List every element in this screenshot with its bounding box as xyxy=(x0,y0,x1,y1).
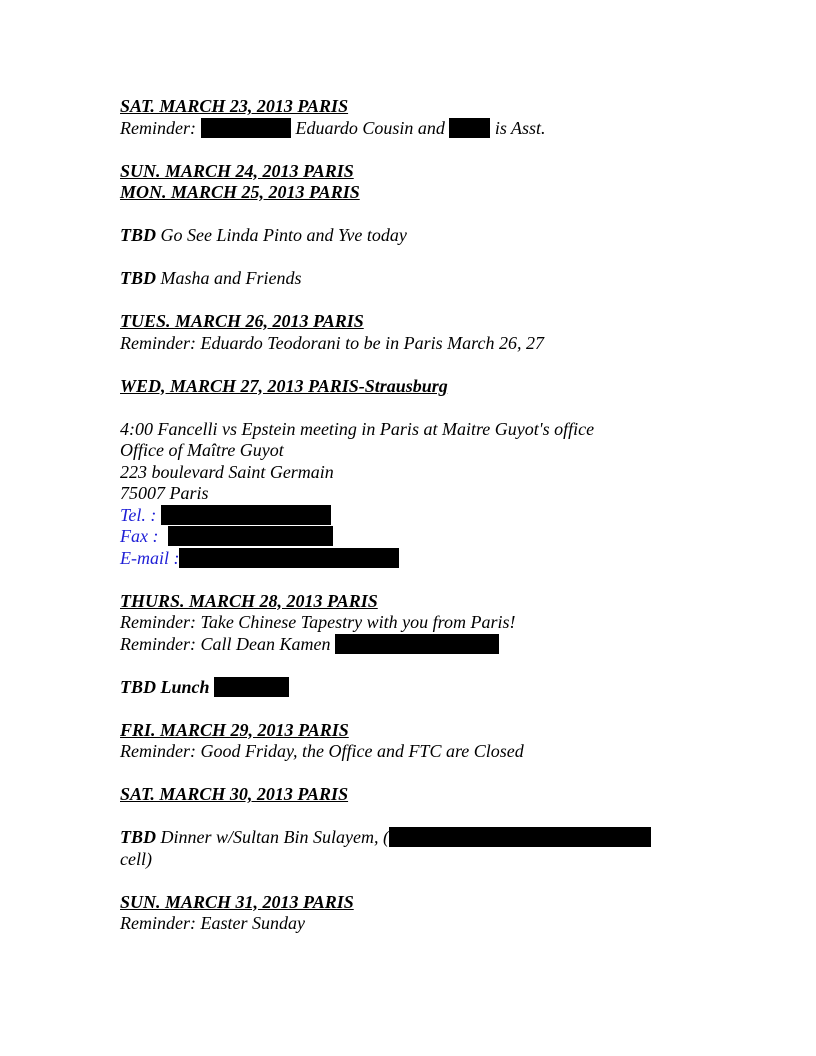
day-heading-mon-25: MON. MARCH 25, 2013 PARIS xyxy=(120,182,360,202)
reminder-label: Reminder: xyxy=(120,117,196,138)
event-tag: TBD xyxy=(120,827,156,847)
reminder-line xyxy=(120,634,720,656)
event-line xyxy=(120,225,720,247)
schedule-document xyxy=(120,96,720,935)
event-text: Go See Linda Pinto and Yve today xyxy=(156,225,407,245)
tel-label: Tel. : xyxy=(120,504,161,525)
redaction-block xyxy=(449,118,490,138)
event-line-continued: cell) xyxy=(120,848,152,869)
redaction-block xyxy=(179,548,399,568)
event-line xyxy=(120,268,720,290)
office-name: Office of Maître Guyot xyxy=(120,440,284,460)
day-heading-fri-29: FRI. MARCH 29, 2013 PARIS xyxy=(120,719,349,740)
redaction-block xyxy=(214,677,289,697)
redaction-block xyxy=(201,118,291,138)
event-line xyxy=(120,677,720,699)
tel-line xyxy=(120,505,720,527)
day-heading-thurs-28: THURS. MARCH 28, 2013 PARIS xyxy=(120,590,378,611)
event-line xyxy=(120,827,720,849)
reminder-text: Eduardo Cousin and xyxy=(290,117,450,138)
reminder-line: Reminder: Easter Sunday xyxy=(120,913,305,933)
event-text: Dinner w/Sultan Bin Sulayem, ( xyxy=(156,827,389,847)
day-heading-wed-27: WED, MARCH 27, 2013 PARIS-Strausburg xyxy=(120,375,448,396)
meeting-line: 4:00 Fancelli vs Epstein meeting in Paris at Maitre Guyot's office xyxy=(120,418,595,439)
day-heading-sun-24: SUN. MARCH 24, 2013 PARIS xyxy=(120,160,354,181)
event-text: TBD Lunch xyxy=(120,676,215,697)
event-text: Masha and Friends xyxy=(156,268,302,288)
day-heading-sun-31: SUN. MARCH 31, 2013 PARIS xyxy=(120,891,354,912)
fax-label: Fax : xyxy=(120,526,163,546)
reminder-text: Reminder: Call Dean Kamen xyxy=(120,633,335,654)
email-label: E-mail : xyxy=(120,547,180,568)
fax-line xyxy=(120,526,720,548)
day-heading-sat-30: SAT. MARCH 30, 2013 PARIS xyxy=(120,784,349,804)
event-tag: TBD xyxy=(120,268,156,288)
address-line: 223 boulevard Saint Germain xyxy=(120,461,334,482)
day-heading-sat-23: SAT. MARCH 23, 2013 PARIS xyxy=(120,96,349,116)
redaction-block xyxy=(161,505,331,525)
reminder-line xyxy=(120,118,720,140)
address-line: 75007 Paris xyxy=(120,483,209,503)
day-heading-tues-26: TUES. MARCH 26, 2013 PARIS xyxy=(120,311,364,331)
redaction-block xyxy=(389,827,651,847)
email-line xyxy=(120,548,720,570)
reminder-tail: is Asst. xyxy=(490,117,546,138)
reminder-line: Reminder: Good Friday, the Office and FTC are Closed xyxy=(120,741,524,761)
redaction-block xyxy=(168,526,333,546)
event-tag: TBD xyxy=(120,225,156,245)
reminder-line: Reminder: Take Chinese Tapestry with you from Paris! xyxy=(120,612,516,632)
reminder-line: Reminder: Eduardo Teodorani to be in Paris March 26, 27 xyxy=(120,332,544,353)
redaction-block xyxy=(335,634,499,654)
